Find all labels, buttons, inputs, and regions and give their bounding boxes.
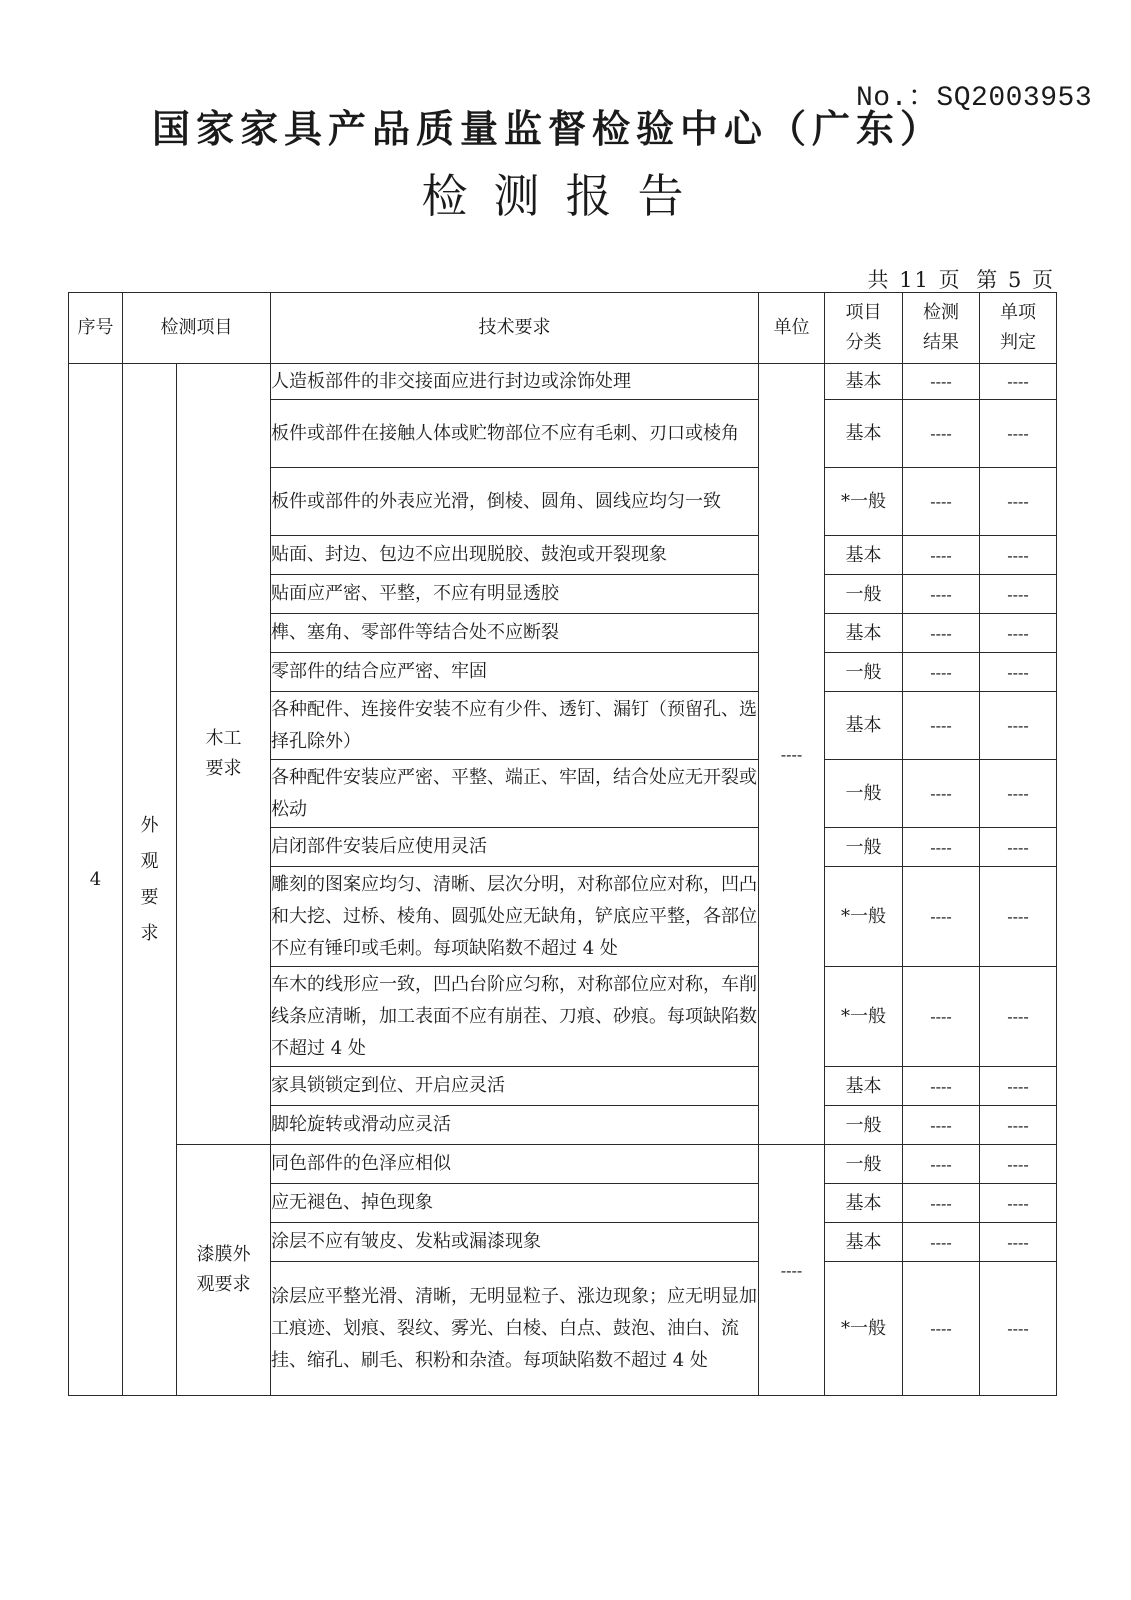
result-value: ---- [903, 1106, 980, 1145]
category-value: 基本 [825, 1184, 903, 1223]
judgement-value: ---- [980, 1106, 1057, 1145]
col-header-item: 检测项目 [123, 293, 271, 364]
category-value: 基本 [825, 364, 903, 400]
col-header-requirement: 技术要求 [271, 293, 759, 364]
requirement-text: 涂层应平整光滑、清晰，无明显粒子、涨边现象；应无明显加工痕迹、划痕、裂纹、雾光、白棱、白点、鼓泡、油白、流挂、缩孔、刷毛、积粉和杂渣。每项缺陷数不超过 4 处 [271, 1262, 759, 1396]
result-value: ---- [903, 536, 980, 575]
judgement-value: ---- [980, 692, 1057, 760]
result-value: ---- [903, 614, 980, 653]
judgement-value: ---- [980, 1145, 1057, 1184]
category-value: 基本 [825, 1067, 903, 1106]
category-value: *一般 [825, 468, 903, 536]
section-label: 木工要求 [177, 364, 271, 1145]
requirement-text: 应无褪色、掉色现象 [271, 1184, 759, 1223]
judgement-value: ---- [980, 1262, 1057, 1396]
result-value: ---- [903, 967, 980, 1067]
inspection-table [68, 292, 1057, 1396]
col-header-judgement: 单项判定 [980, 293, 1057, 364]
category-value: 基本 [825, 692, 903, 760]
category-value: 基本 [825, 400, 903, 468]
result-value: ---- [903, 653, 980, 692]
result-value: ---- [903, 1223, 980, 1262]
requirement-text: 贴面应严密、平整，不应有明显透胶 [271, 575, 759, 614]
judgement-value: ---- [980, 364, 1057, 400]
requirement-text: 贴面、封边、包边不应出现脱胶、鼓泡或开裂现象 [271, 536, 759, 575]
category-value: 基本 [825, 614, 903, 653]
judgement-value: ---- [980, 1184, 1057, 1223]
unit-value: ---- [759, 1145, 825, 1396]
requirement-text: 车木的线形应一致，凹凸台阶应匀称，对称部位应对称，车削线条应清晰，加工表面不应有崩茬、刀痕、砂痕。每项缺陷数不超过 4 处 [271, 967, 759, 1067]
requirement-text: 各种配件、连接件安装不应有少件、透钉、漏钉（预留孔、选择孔除外） [271, 692, 759, 760]
category-value: 基本 [825, 536, 903, 575]
result-value: ---- [903, 575, 980, 614]
requirement-text: 启闭部件安装后应使用灵活 [271, 828, 759, 867]
col-header-result: 检测结果 [903, 293, 980, 364]
requirement-text: 人造板部件的非交接面应进行封边或涂饰处理 [271, 364, 759, 400]
category-value: 一般 [825, 653, 903, 692]
requirement-text: 涂层不应有皱皮、发粘或漏漆现象 [271, 1223, 759, 1262]
result-value: ---- [903, 867, 980, 967]
result-value: ---- [903, 364, 980, 400]
requirement-text: 家具锁锁定到位、开启应灵活 [271, 1067, 759, 1106]
current-page: 第 5 页 [976, 268, 1055, 292]
requirement-text: 零部件的结合应严密、牢固 [271, 653, 759, 692]
judgement-value: ---- [980, 400, 1057, 468]
judgement-value: ---- [980, 1223, 1057, 1262]
total-pages: 共 11 页 [867, 268, 962, 292]
requirement-text: 各种配件安装应严密、平整、端正、牢固，结合处应无开裂或松动 [271, 760, 759, 828]
report-number: No.：SQ2003953 [856, 83, 1093, 114]
category-value: 基本 [825, 1223, 903, 1262]
result-value: ---- [903, 1184, 980, 1223]
requirement-text: 板件或部件的外表应光滑，倒棱、圆角、圆线应均匀一致 [271, 468, 759, 536]
requirement-text: 同色部件的色泽应相似 [271, 1145, 759, 1184]
category-value: 一般 [825, 760, 903, 828]
judgement-value: ---- [980, 967, 1057, 1067]
col-header-unit: 单位 [759, 293, 825, 364]
col-header-seq: 序号 [69, 293, 123, 364]
result-value: ---- [903, 468, 980, 536]
result-value: ---- [903, 400, 980, 468]
result-value: ---- [903, 1145, 980, 1184]
section-label: 漆膜外观要求 [177, 1145, 271, 1396]
result-value: ---- [903, 760, 980, 828]
table-row [69, 1145, 1057, 1184]
seq-number: 4 [69, 364, 123, 1396]
requirement-text: 榫、塞角、零部件等结合处不应断裂 [271, 614, 759, 653]
category-value: 一般 [825, 1145, 903, 1184]
result-value: ---- [903, 828, 980, 867]
requirement-text: 雕刻的图案应均匀、清晰、层次分明，对称部位应对称，凹凸和大挖、过桥、棱角、圆弧处应无缺角，铲底应平整，各部位不应有锤印或毛刺。每项缺陷数不超过 4 处 [271, 867, 759, 967]
category-value: *一般 [825, 967, 903, 1067]
requirement-text: 板件或部件在接触人体或贮物部位不应有毛刺、刃口或棱角 [271, 400, 759, 468]
page-info [862, 264, 1055, 294]
category-value: *一般 [825, 1262, 903, 1396]
table-header-row [69, 293, 1057, 364]
judgement-value: ---- [980, 468, 1057, 536]
judgement-value: ---- [980, 867, 1057, 967]
judgement-value: ---- [980, 536, 1057, 575]
document-title: 检测报告 [421, 169, 710, 223]
category-value: 一般 [825, 828, 903, 867]
judgement-value: ---- [980, 828, 1057, 867]
judgement-value: ---- [980, 1067, 1057, 1106]
category-value: 一般 [825, 575, 903, 614]
category-value: *一般 [825, 867, 903, 967]
result-value: ---- [903, 692, 980, 760]
requirement-text: 脚轮旋转或滑动应灵活 [271, 1106, 759, 1145]
unit-value: ---- [759, 364, 825, 1145]
group-label: 外观要求 [123, 364, 177, 1396]
result-value: ---- [903, 1262, 980, 1396]
organization-title: 国家家具产品质量监督检验中心（广东） [152, 106, 945, 151]
judgement-value: ---- [980, 653, 1057, 692]
col-header-category: 项目分类 [825, 293, 903, 364]
judgement-value: ---- [980, 614, 1057, 653]
result-value: ---- [903, 1067, 980, 1106]
judgement-value: ---- [980, 760, 1057, 828]
category-value: 一般 [825, 1106, 903, 1145]
table-row [69, 364, 1057, 400]
judgement-value: ---- [980, 575, 1057, 614]
